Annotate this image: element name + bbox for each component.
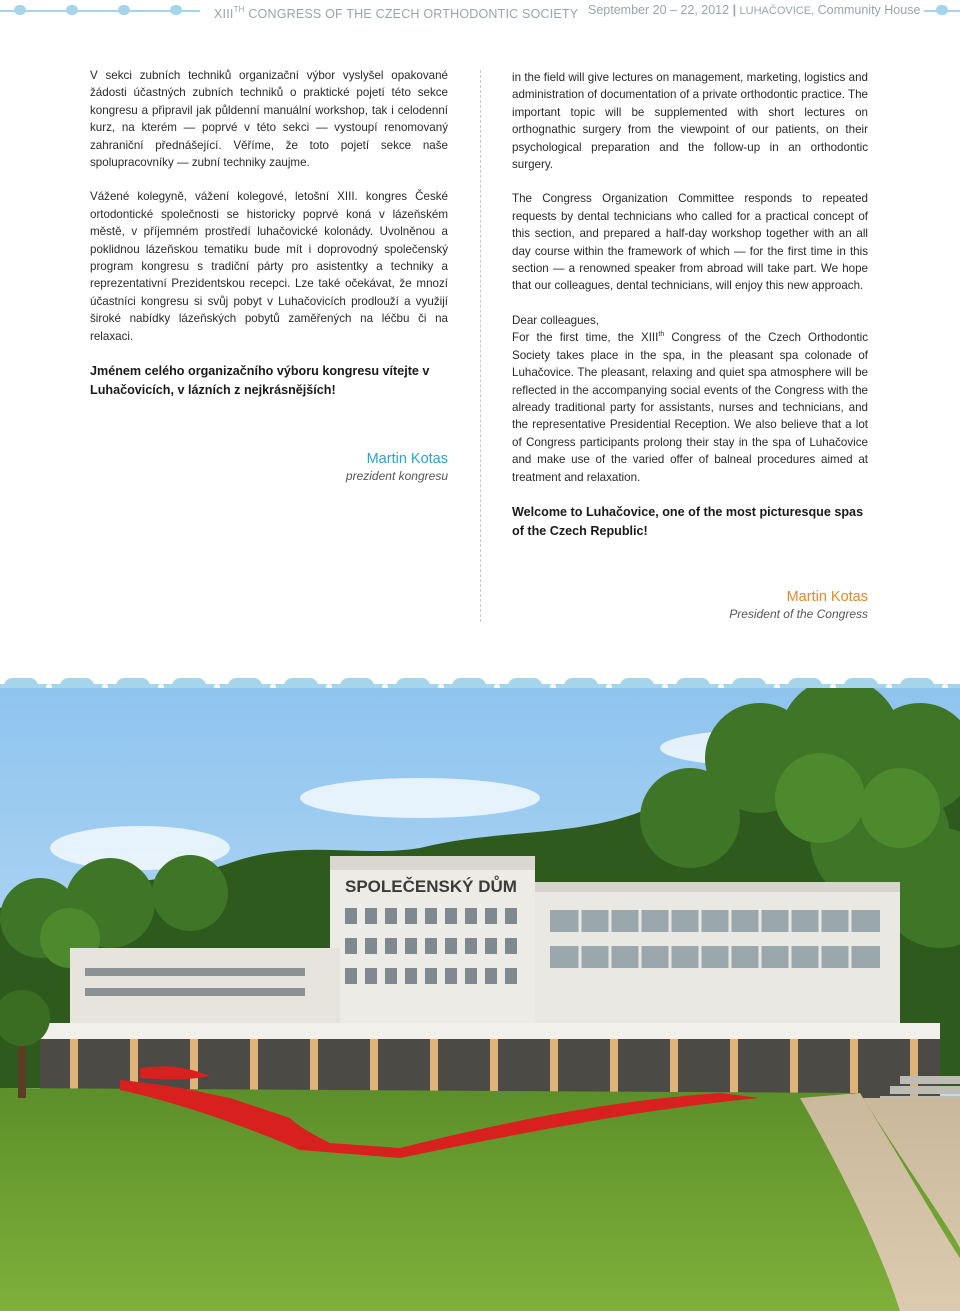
header-ornament bbox=[66, 5, 78, 15]
building-sign: SPOLEČENSKÝ DŮM bbox=[345, 877, 517, 896]
english-closing: Welcome to Luhačovice, one of the most picturesque spas of the Czech Republic! bbox=[512, 504, 864, 538]
congress-date: September 20 – 22, 2012 bbox=[588, 3, 730, 17]
english-greeting: Dear colleagues, bbox=[512, 313, 600, 327]
header-ornament bbox=[14, 5, 26, 15]
column-divider bbox=[480, 70, 481, 622]
header-ornament bbox=[118, 5, 130, 15]
paragraph-3-ordinal: th bbox=[658, 331, 665, 339]
signature-name: Martin Kotas bbox=[366, 451, 448, 467]
english-paragraph-2: The Congress Organization Committee responds to repeated requests by dental technicians who called for a practical concept of this section, and prepared a half-day workshop together with an all day course within the framework of which — for the first time in this section — a renowned speaker from abroad will take part. We hope that our colleagues, dental technicians, will enjoy this new approach. bbox=[512, 192, 868, 293]
english-paragraph-1: in the field will give lectures on management, marketing, logistics and administration of documentation of a private orthodontic practice. The important topic will be supplemented with short lectures on orthognathic surgery from the viewpoint of our patients, on their psychological preparation and the follow-up in an orthodontic surgery. bbox=[512, 71, 868, 172]
title-ordinal: TH bbox=[233, 5, 245, 14]
english-signature bbox=[729, 588, 868, 622]
english-column bbox=[512, 69, 868, 558]
title-text: CONGRESS OF THE CZECH ORTHODONTIC SOCIETY bbox=[244, 7, 579, 21]
signature-role: prezident kongresu bbox=[345, 469, 448, 483]
tower-windows bbox=[345, 908, 517, 984]
czech-paragraph-2: Vážené kolegyně, vážení kolegové, letošní XIII. kongres České ortodontické společnosti se historicky poprvé koná v lázeňském městě, v příjemném prostředí luhačovické kolonády. Uvolněnou a poklidnou lázeňskou tematiku bude mít i doprovodný společenský program kongresu s tradiční párty pro asistentky a techniky a reprezentativní Prezidentskou recepci. Lze také očekávat, že mnozí účastníci kongresu si svůj pobyt v Luhačovicích prodlouží a využijí široké nabídky lázeňských pobytů zaměřených na léčbu či na relaxaci. bbox=[90, 190, 448, 343]
czech-closing: Jménem celého organizačního výboru kongresu vítejte v Luhačovicích, v lázních z nejkrásnějších! bbox=[90, 364, 430, 398]
colonnade-roof bbox=[40, 1023, 940, 1039]
czech-column bbox=[90, 67, 448, 417]
czech-paragraph-1: V sekci zubních techniků organizační výbor vyslyšel opakované žádosti účastných zubních techniků o praktické pojetí této sekce kongresu a připravil jak půldenní manuální workshop, tak i celodenní kurz, na kterém — poprvé v této sekci — vystoupí renomovaný zahraniční přednášející. Věříme, že toto pojetí sekce naše spolupracovníky — zubní techniky zaujme. bbox=[90, 69, 448, 170]
paragraph-3-start: For the first time, the XIII bbox=[512, 331, 659, 345]
english-paragraph-3 bbox=[512, 329, 868, 486]
signature-role: President of the Congress bbox=[729, 607, 868, 621]
header-ornament bbox=[936, 5, 948, 15]
congress-title bbox=[210, 0, 582, 20]
congress-venue: Community House bbox=[814, 3, 921, 17]
congress-date-venue bbox=[584, 0, 924, 20]
community-house-photo bbox=[0, 688, 960, 1311]
header-separator: | bbox=[732, 3, 737, 17]
congress-location: LUHAČOVICE, bbox=[739, 5, 815, 17]
header-ornament bbox=[170, 5, 182, 15]
czech-signature bbox=[346, 450, 448, 484]
signature-name: Martin Kotas bbox=[786, 589, 868, 605]
paragraph-3-rest: Congress of the Czech Orthodontic Society takes place in the spa, in the pleasant spa colonade of Luhačovice. The pleasant, relaxing and quiet spa atmosphere will be reflected in the accompanying social events of the Congress with the already traditional party for assistants, nurses and technicians, and the representative Presidential Reception. We also believe that a lot of Congress participants prolong their stay in the spa of Luhačovice and make use of the varied offer of balneal procedures aimed at treatment and relaxation. bbox=[512, 331, 868, 484]
title-numeral: XIII bbox=[214, 7, 234, 21]
